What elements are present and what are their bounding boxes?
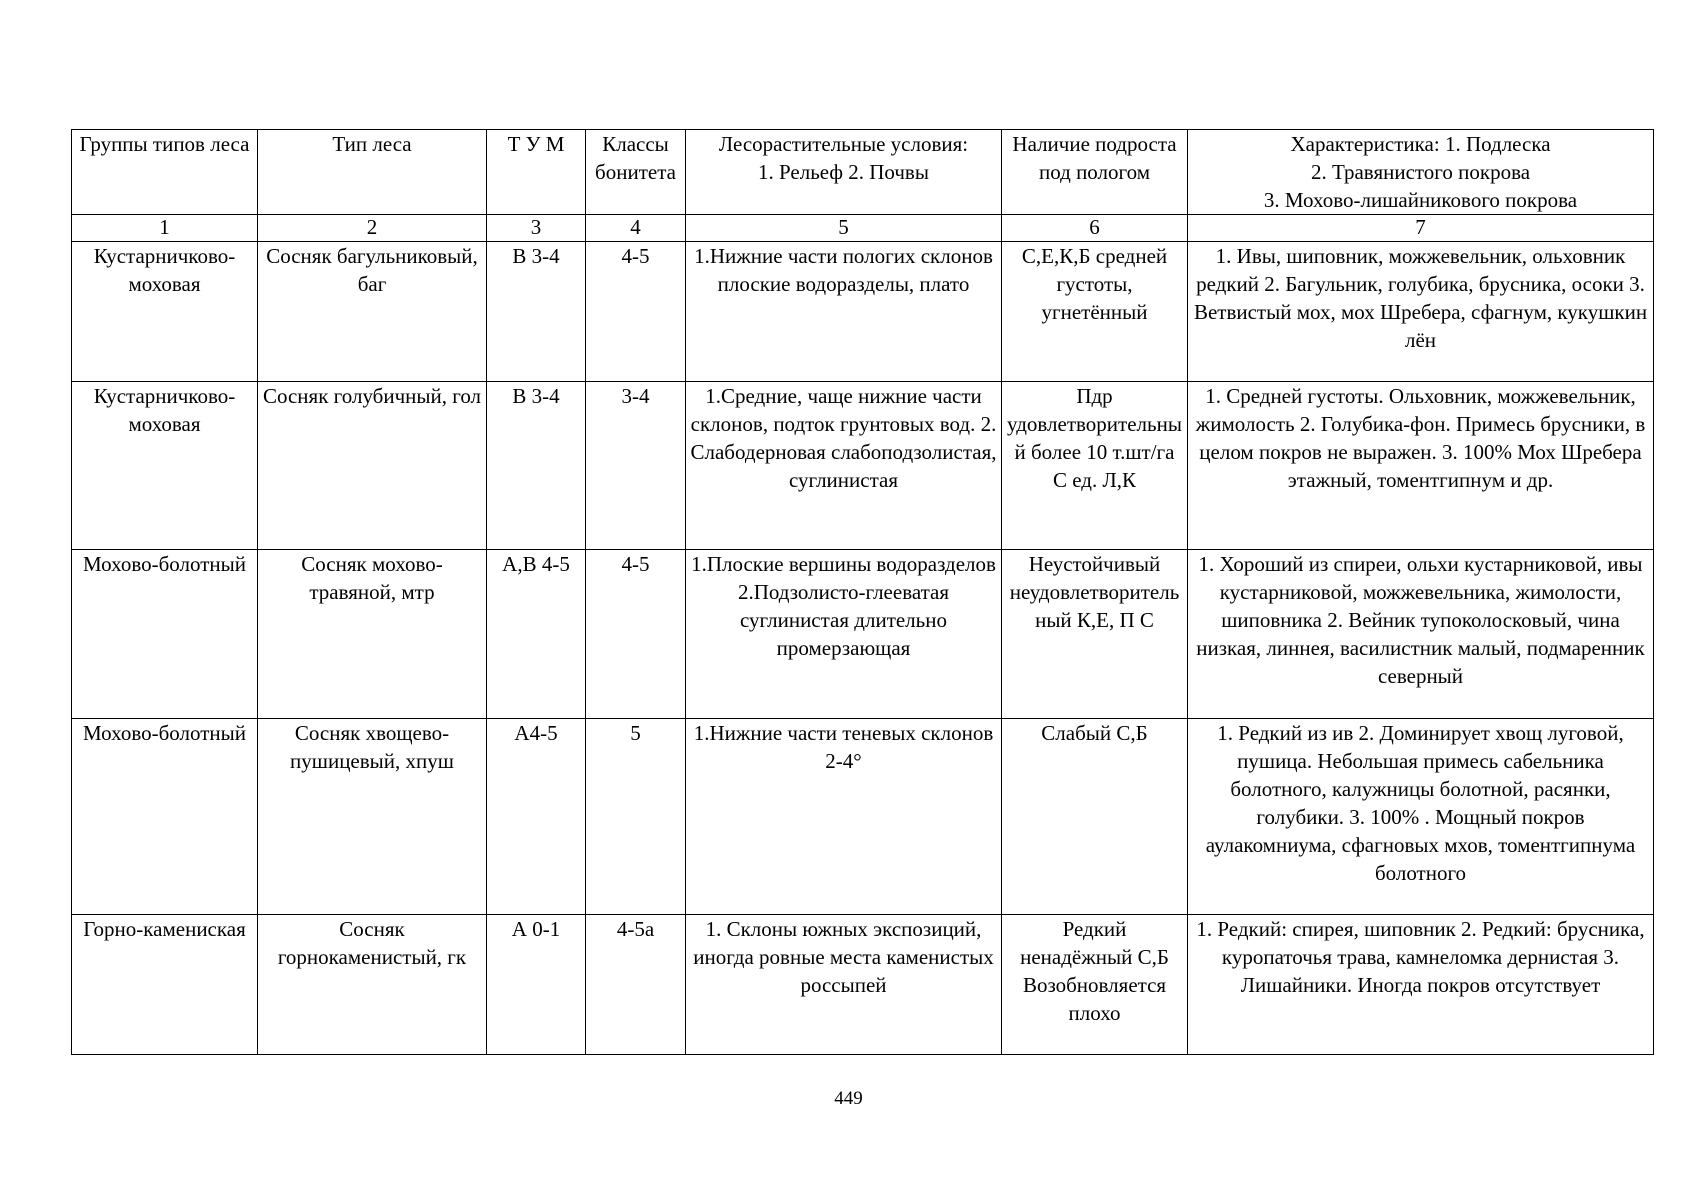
cell-conditions: 1.Нижние части теневых склонов 2-4° <box>686 719 1002 915</box>
cell-tum: В 3-4 <box>487 242 586 382</box>
header-cell: Лесорастительные условия: 1. Рельеф 2. Почвы <box>686 130 1002 215</box>
header-cell: Группы типов леса <box>72 130 258 215</box>
cell-tum: А 0-1 <box>487 915 586 1055</box>
table-header-row <box>72 130 1654 215</box>
page-number: 449 <box>834 1088 863 1109</box>
cell-bonitet: 3-4 <box>586 382 686 550</box>
table-row <box>72 382 1654 550</box>
column-number: 2 <box>258 215 487 242</box>
header-cell: Характеристика: 1. Подлеска 2. Травянистого покрова 3. Мохово-лишайникового покрова <box>1188 130 1654 215</box>
header-cell: Классы бонитета <box>586 130 686 215</box>
cell-characteristics: 1. Редкий из ив 2. Доминирует хвощ луговой, пушица. Небольшая примесь сабельника болотного, калужницы болотной, расянки, голубики. 3. 100% . Мощный покров аулакомниума, сфагновых мхов, томентгипнума болотного <box>1188 719 1654 915</box>
table-row <box>72 915 1654 1055</box>
cell-undergrowth: Слабый С,Б <box>1002 719 1188 915</box>
cell-characteristics: 1. Средней густоты. Ольховник, можжевельник, жимолость 2. Голубика-фон. Примесь брусники, в целом покров не выражен. 3. 100% Мох Шребера этажный, томентгипнум и др. <box>1188 382 1654 550</box>
cell-conditions: 1.Средние, чаще нижние части склонов, подток грунтовых вод. 2. Слабодерновая слабоподзолистая, суглинистая <box>686 382 1002 550</box>
cell-undergrowth: Неустойчивый неудовлетворительный К,Е, П С <box>1002 550 1188 719</box>
cell-undergrowth: Пдр удовлетворительный более 10 т.шт/га С ед. Л,К <box>1002 382 1188 550</box>
cell-bonitet: 4-5 <box>586 242 686 382</box>
cell-forest-type: Сосняк мохово-травяной, мтр <box>258 550 487 719</box>
column-number: 5 <box>686 215 1002 242</box>
table-row <box>72 550 1654 719</box>
cell-bonitet: 4-5а <box>586 915 686 1055</box>
cell-conditions: 1. Склоны южных экспозиций, иногда ровные места каменистых россыпей <box>686 915 1002 1055</box>
cell-characteristics: 1. Хороший из спиреи, ольхи кустарниковой, ивы кустарниковой, можжевельника, жимолости, шиповника 2. Вейник тупоколосковый, чина низкая, линнея, василистник малый, подмаренник северный <box>1188 550 1654 719</box>
cell-forest-type: Сосняк хвощево-пушицевый, хпуш <box>258 719 487 915</box>
header-cell: Т У М <box>487 130 586 215</box>
cell-undergrowth: Редкий ненадёжный С,Б Возобновляется плохо <box>1002 915 1188 1055</box>
cell-forest-type: Сосняк багульниковый, баг <box>258 242 487 382</box>
column-number: 7 <box>1188 215 1654 242</box>
cell-bonitet: 5 <box>586 719 686 915</box>
cell-tum: А,В 4-5 <box>487 550 586 719</box>
cell-characteristics: 1. Ивы, шиповник, можжевельник, ольховник редкий 2. Багульник, голубика, брусника, осоки 3. Ветвистый мох, мох Шребера, сфагнум, кукушкин лён <box>1188 242 1654 382</box>
cell-bonitet: 4-5 <box>586 550 686 719</box>
column-number: 3 <box>487 215 586 242</box>
cell-forest-type: Сосняк голубичный, гол <box>258 382 487 550</box>
header-cell: Тип леса <box>258 130 487 215</box>
cell-group: Мохово-болотный <box>72 719 258 915</box>
cell-forest-type: Сосняк горнокаменистый, гк <box>258 915 487 1055</box>
header-cell: Наличие подроста под пологом <box>1002 130 1188 215</box>
cell-characteristics: 1. Редкий: спирея, шиповник 2. Редкий: брусника, куропаточья трава, камнеломка дернистая 3. Лишайники. Иногда покров отсутствует <box>1188 915 1654 1055</box>
forest-types-table <box>71 129 1654 1055</box>
cell-tum: В 3-4 <box>487 382 586 550</box>
cell-group: Кустарничково-моховая <box>72 242 258 382</box>
column-number-row <box>72 215 1654 242</box>
table-row <box>72 242 1654 382</box>
column-number: 6 <box>1002 215 1188 242</box>
table-row <box>72 719 1654 915</box>
cell-group: Кустарничково-моховая <box>72 382 258 550</box>
cell-conditions: 1.Плоские вершины водоразделов 2.Подзолисто-глееватая суглинистая длительно промерзающая <box>686 550 1002 719</box>
cell-conditions: 1.Нижние части пологих склонов плоские водоразделы, плато <box>686 242 1002 382</box>
column-number: 1 <box>72 215 258 242</box>
cell-group: Горно-камениская <box>72 915 258 1055</box>
cell-tum: А4-5 <box>487 719 586 915</box>
column-number: 4 <box>586 215 686 242</box>
cell-undergrowth: С,Е,К,Б средней густоты, угнетённый <box>1002 242 1188 382</box>
cell-group: Мохово-болотный <box>72 550 258 719</box>
